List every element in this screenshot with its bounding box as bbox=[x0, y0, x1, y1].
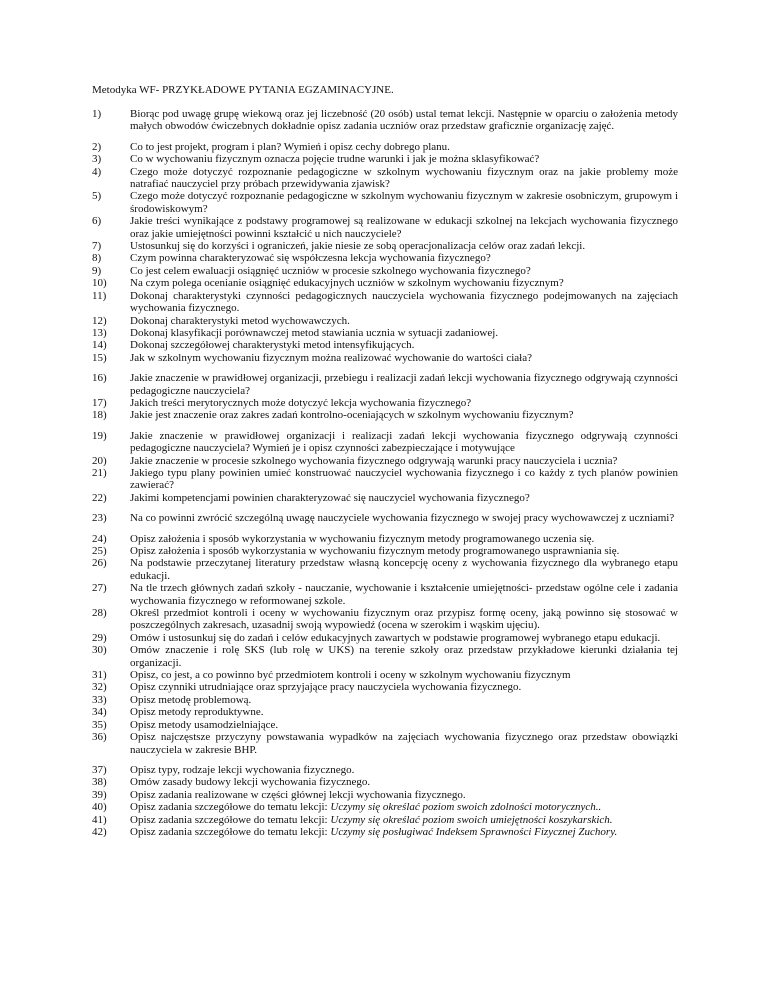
question-item bbox=[92, 141, 678, 153]
question-text: Czym powinna charakteryzować się współczesna lekcja wychowania fizycznego? bbox=[130, 252, 491, 265]
question-item bbox=[92, 467, 678, 492]
question-number: 13) bbox=[92, 326, 107, 339]
lesson-topic: Uczymy się posługiwać Indeksem Sprawności Fizycznej Zuchory. bbox=[330, 825, 618, 838]
question-item bbox=[92, 694, 678, 706]
question-item bbox=[92, 826, 678, 838]
question-number: 42) bbox=[92, 825, 107, 838]
question-item bbox=[92, 153, 678, 165]
question-text: Na tle trzech głównych zadań szkoły - nauczanie, wychowanie i kształcenie umiejętności- przedstaw ogólne cele i zadania wychowania fizycznego w reformowanej szkole. bbox=[130, 582, 678, 607]
question-text: Co jest celem ewaluacji osiągnięć uczniów w procesie szkolnego wychowania fizycznego? bbox=[130, 264, 531, 277]
question-number: 4) bbox=[92, 165, 102, 178]
question-text: Ustosunkuj się do korzyści i ograniczeń, jakie niesie ze sobą operacjonalizacja celów oraz zadań lekcji. bbox=[130, 240, 586, 253]
question-text: Jakie znaczenie w prawidłowej organizacji i realizacji zadań lekcji wychowania fizycznego odgrywają czynności pedagogiczne nauczyciela? Wymień je i opisz czynności zabezpieczające i motywujące bbox=[130, 429, 678, 455]
question-number: 9) bbox=[92, 264, 102, 277]
question-number: 36) bbox=[92, 731, 107, 744]
question-text: Jakie znaczenie w prawidłowej organizacji, przebiegu i realizacji zadań lekcji wychowania fizycznego odgrywają czynności pedagogiczne nauczyciela? bbox=[130, 372, 678, 397]
question-number: 26) bbox=[92, 557, 107, 570]
question-item bbox=[92, 731, 678, 756]
question-item bbox=[92, 240, 678, 252]
question-item bbox=[92, 776, 678, 788]
question-item bbox=[92, 290, 678, 315]
question-text: Omów znaczenie i rolę SKS (lub rolę w UKS) na terenie szkoły oraz przedstaw przykładowe kierunki działania tej organizacji. bbox=[130, 644, 678, 669]
question-text: Opisz metody usamodzielniające. bbox=[130, 718, 279, 731]
question-text: Omów zasady budowy lekcji wychowania fizycznego. bbox=[130, 776, 371, 789]
question-text: Czego może dotyczyć rozpoznanie pedagogiczne w szkolnym wychowaniu fizycznym oraz na jakie problemy może natrafiać nauczyciel przy próbach przewidywania zjawisk? bbox=[130, 165, 678, 191]
question-text: Dokonaj szczegółowej charakterystyki metod intensyfikujących. bbox=[130, 339, 415, 352]
question-number: 2) bbox=[92, 140, 102, 153]
question-item bbox=[92, 339, 678, 351]
question-item bbox=[92, 644, 678, 669]
question-text: Omów i ustosunkuj się do zadań i celów edukacyjnych zawartych w podstawie programowej wybranego etapu edukacji. bbox=[130, 631, 661, 644]
question-number: 29) bbox=[92, 631, 107, 644]
question-number: 21) bbox=[92, 466, 107, 479]
question-number: 15) bbox=[92, 351, 107, 364]
lesson-topic: Uczymy się określać poziom swoich umiejętności koszykarskich. bbox=[330, 813, 613, 826]
question-text: Jakiego typu plany powinien umieć konstruować nauczyciel wychowania fizycznego i co każdy z tych planów powinien zawierać? bbox=[130, 466, 678, 492]
question-text: Jakie treści wynikające z podstawy programowej są realizowane w edukacji szkolnej na lekcjach wychowania fizycznego oraz jakie umiejętności powinni kształcić u nich nauczyciele? bbox=[130, 215, 678, 240]
question-text: Dokonaj klasyfikacji porównawczej metod stawiania ucznia w sytuacji zadaniowej. bbox=[130, 326, 499, 339]
question-item bbox=[92, 706, 678, 718]
question-text: Biorąc pod uwagę grupę wiekową oraz jej liczebność (20 osób) ustal temat lekcji. Następnie w oparciu o założenia metody małych obwodów ćwiczebnych dokładnie opisz zadania uczniów oraz przedstaw graficznie organizację zajęć. bbox=[130, 108, 678, 133]
question-text: Opisz najczęstsze przyczyny powstawania wypadków na zajęciach wychowania fizycznego oraz przedstaw obowiązki nauczyciela w zakresie BHP. bbox=[130, 731, 678, 756]
question-text: Opisz metody reproduktywne. bbox=[130, 706, 264, 719]
question-number: 11) bbox=[92, 289, 107, 302]
question-item bbox=[92, 397, 678, 409]
question-item bbox=[92, 265, 678, 277]
question-item bbox=[92, 557, 678, 582]
question-list bbox=[92, 108, 678, 838]
question-text: Opisz metodę problemową. bbox=[130, 693, 252, 706]
question-number: 3) bbox=[92, 153, 102, 166]
question-item bbox=[92, 327, 678, 339]
question-number: 20) bbox=[92, 454, 107, 467]
question-text: Opisz zadania realizowane w części głównej lekcji wychowania fizycznego. bbox=[130, 788, 466, 801]
question-number: 30) bbox=[92, 644, 107, 657]
question-number: 40) bbox=[92, 801, 107, 814]
question-item bbox=[92, 190, 678, 215]
question-number: 27) bbox=[92, 582, 107, 595]
question-item bbox=[92, 719, 678, 731]
question-item bbox=[92, 372, 678, 397]
question-text: Co to jest projekt, program i plan? Wymień i opisz cechy dobrego planu. bbox=[130, 140, 450, 153]
question-number: 39) bbox=[92, 788, 107, 801]
question-number: 24) bbox=[92, 532, 107, 545]
question-text: Opisz typy, rodzaje lekcji wychowania fizycznego. bbox=[130, 763, 355, 776]
question-item bbox=[92, 492, 678, 504]
question-number: 6) bbox=[92, 215, 102, 228]
question-text: Opisz czynniki utrudniające oraz sprzyjające pracy nauczyciela wychowania fizycznego. bbox=[130, 681, 522, 694]
question-item bbox=[92, 455, 678, 467]
question-number: 32) bbox=[92, 681, 107, 694]
question-number: 8) bbox=[92, 252, 102, 265]
question-item bbox=[92, 166, 678, 191]
question-number: 35) bbox=[92, 718, 107, 731]
question-item bbox=[92, 545, 678, 557]
question-number: 37) bbox=[92, 763, 107, 776]
question-number: 41) bbox=[92, 813, 107, 826]
question-text: Na podstawie przeczytanej literatury przedstaw własną koncepcję oceny z wychowania fizycznego dla wybranego etapu edukacji. bbox=[130, 557, 678, 582]
question-number: 5) bbox=[92, 190, 102, 203]
question-text: Co w wychowaniu fizycznym oznacza pojęcie trudne warunki i jak je można sklasyfikować? bbox=[130, 153, 540, 166]
question-text: Jakie jest znaczenie oraz zakres zadań kontrolno-oceniających w szkolnym wychowaniu fizycznym? bbox=[130, 409, 574, 422]
question-item bbox=[92, 632, 678, 644]
question-number: 14) bbox=[92, 339, 107, 352]
question-number: 31) bbox=[92, 669, 107, 682]
question-text: Opisz zadania szczegółowe do tematu lekcji: bbox=[130, 813, 331, 826]
question-item bbox=[92, 681, 678, 693]
lesson-topic: Uczymy się określać poziom swoich zdolności motorycznych.. bbox=[330, 801, 602, 814]
question-text: Jak w szkolnym wychowaniu fizycznym można realizować wychowanie do wartości ciała? bbox=[130, 351, 532, 364]
question-item bbox=[92, 582, 678, 607]
question-item bbox=[92, 352, 678, 364]
question-number: 22) bbox=[92, 491, 107, 504]
question-text: Na co powinni zwrócić szczególną uwagę nauczyciele wychowania fizycznego w swojej pracy wychowawczej z uczniami? bbox=[130, 512, 675, 525]
question-number: 10) bbox=[92, 277, 107, 290]
question-number: 7) bbox=[92, 240, 102, 253]
question-text: Opisz zadania szczegółowe do tematu lekcji: bbox=[130, 801, 331, 814]
question-number: 16) bbox=[92, 372, 107, 385]
question-number: 33) bbox=[92, 693, 107, 706]
question-text: Określ przedmiot kontroli i oceny w wychowaniu fizycznym oraz przypisz formę oceny, jaką powinno się stosować w poszczególnych zakresach, uzasadnij swoją wypowiedź (ocena w szerokim i wąskim ujęciu). bbox=[130, 607, 678, 632]
question-item bbox=[92, 215, 678, 240]
question-number: 23) bbox=[92, 512, 107, 525]
question-text: Opisz, co jest, a co powinno być przedmiotem kontroli i oceny w szkolnym wychowaniu fizycznym bbox=[130, 669, 571, 682]
question-text: Opisz założenia i sposób wykorzystania w wychowaniu fizycznym metody programowanego uczenia się. bbox=[130, 532, 595, 545]
question-text: Czego może dotyczyć rozpoznanie pedagogiczne w szkolnym wychowaniu fizycznym w zakresie osobniczym, grupowym i środowiskowym? bbox=[130, 190, 678, 215]
question-item bbox=[92, 108, 678, 133]
question-item bbox=[92, 607, 678, 632]
question-item bbox=[92, 512, 678, 524]
question-text: Jakie znaczenie w procesie szkolnego wychowania fizycznego odgrywają warunki pracy nauczyciela i ucznia? bbox=[130, 454, 618, 467]
question-number: 38) bbox=[92, 776, 107, 789]
question-text: Dokonaj charakterystyki czynności pedagogicznych nauczyciela wychowania fizycznego podejmowanych na zajęciach wychowania fizycznego. bbox=[130, 289, 678, 315]
question-number: 18) bbox=[92, 409, 107, 422]
question-text: Jakimi kompetencjami powinien charakteryzować się nauczyciel wychowania fizycznego? bbox=[130, 491, 530, 504]
question-item bbox=[92, 814, 678, 826]
question-number: 19) bbox=[92, 429, 107, 442]
question-item bbox=[92, 789, 678, 801]
question-number: 25) bbox=[92, 545, 107, 557]
question-number: 28) bbox=[92, 607, 107, 620]
question-item bbox=[92, 277, 678, 289]
question-number: 34) bbox=[92, 706, 107, 719]
question-text: Dokonaj charakterystyki metod wychowawczych. bbox=[130, 314, 350, 327]
question-number: 12) bbox=[92, 314, 107, 327]
question-item bbox=[92, 669, 678, 681]
question-text: Na czym polega ocenianie osiągnięć edukacyjnych uczniów w szkolnym wychowaniu fizycznym? bbox=[130, 277, 564, 290]
question-item bbox=[92, 533, 678, 545]
question-item bbox=[92, 430, 678, 455]
question-item bbox=[92, 409, 678, 421]
question-text: Opisz założenia i sposób wykorzystania w wychowaniu fizycznym metody programowanego usprawniania się. bbox=[130, 545, 620, 557]
question-number: 1) bbox=[92, 108, 102, 120]
document-title: Metodyka WF- PRZYKŁADOWE PYTANIA EGZAMINACYJNE. bbox=[92, 84, 394, 96]
question-text: Opisz zadania szczegółowe do tematu lekcji: bbox=[130, 825, 331, 838]
question-item bbox=[92, 764, 678, 776]
question-number: 17) bbox=[92, 396, 107, 409]
question-text: Jakich treści merytorycznych może dotyczyć lekcja wychowania fizycznego? bbox=[130, 396, 472, 409]
question-item bbox=[92, 315, 678, 327]
question-item bbox=[92, 252, 678, 264]
question-item bbox=[92, 801, 678, 813]
